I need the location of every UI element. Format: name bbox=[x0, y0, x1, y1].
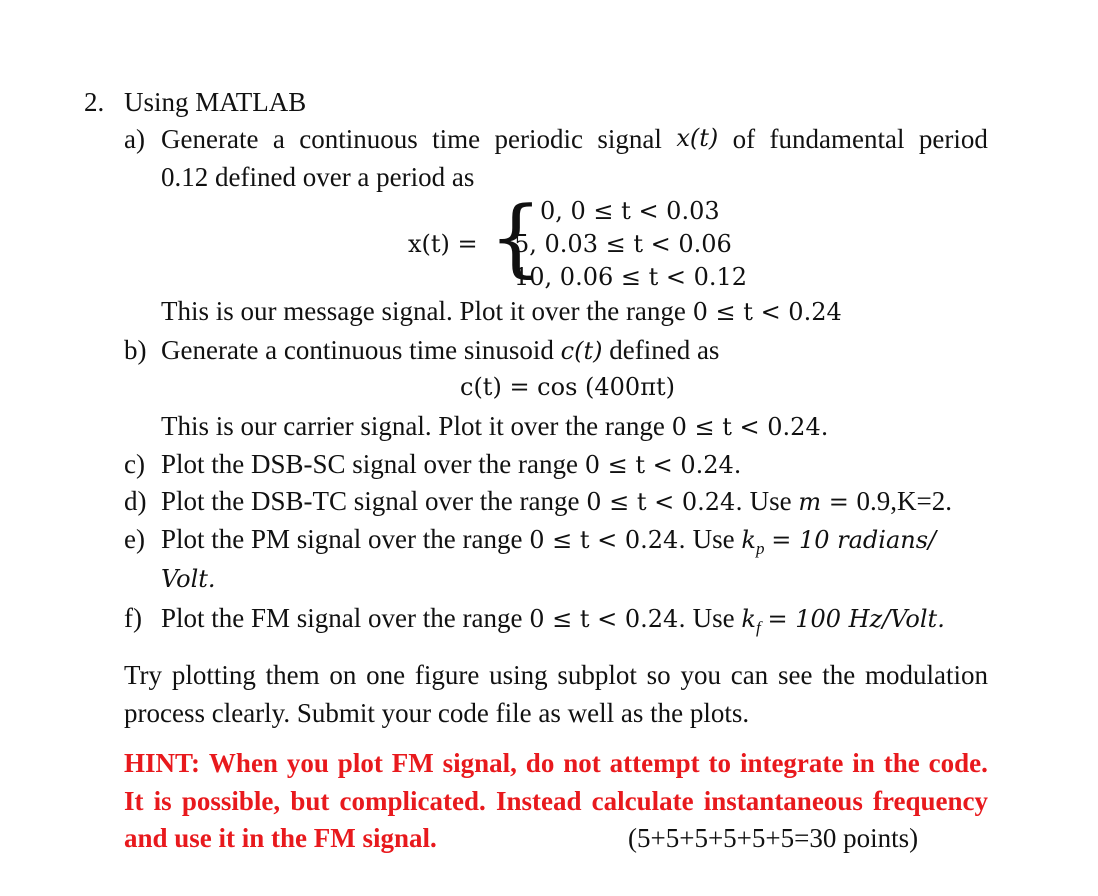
word: attempt bbox=[609, 748, 700, 778]
word: signal, bbox=[442, 748, 517, 778]
k-subscript: f bbox=[755, 618, 761, 637]
plot-text: This is our message signal. Plot it over the range bbox=[161, 296, 693, 326]
word: a bbox=[272, 124, 285, 154]
range: 0 ≤ t < 0.24. bbox=[584, 451, 742, 479]
word: continuous bbox=[299, 124, 418, 154]
piecewise-lhs: x(t) = bbox=[408, 230, 478, 258]
text: Plot the DSB-TC signal over the range bbox=[161, 486, 587, 516]
part-c-label: c) bbox=[124, 449, 145, 479]
word: periodic bbox=[494, 124, 584, 154]
piecewise-brace: { bbox=[489, 188, 543, 286]
word: figure bbox=[414, 660, 480, 690]
range: 0 ≤ t < 0.24. bbox=[529, 605, 686, 633]
note-line-2: process clearly. Submit your code file as well as the plots. bbox=[124, 698, 750, 728]
word: HINT: bbox=[124, 748, 201, 778]
range: 0 ≤ t < 0.24. bbox=[671, 413, 829, 441]
word: When bbox=[208, 748, 278, 778]
word: fundamental bbox=[769, 124, 905, 154]
word: plot bbox=[337, 748, 383, 778]
word: Instead bbox=[495, 786, 582, 816]
part-a-line2: 0.12 defined over a period as bbox=[161, 162, 475, 192]
word: them bbox=[265, 660, 320, 690]
text: Plot the FM signal over the range bbox=[161, 603, 530, 633]
part-e-text bbox=[161, 526, 936, 557]
note-line-1 bbox=[124, 662, 988, 689]
part-b-plot-instruction bbox=[161, 413, 828, 440]
part-e-label: e) bbox=[124, 524, 145, 554]
range: 0 ≤ t < 0.24. bbox=[529, 526, 686, 554]
text: Generate a continuous time sinusoid bbox=[161, 335, 561, 365]
word: on bbox=[329, 660, 357, 690]
word: possible, bbox=[181, 786, 281, 816]
word: signal bbox=[597, 124, 662, 154]
k-symbol: k bbox=[741, 605, 756, 633]
word: so bbox=[646, 660, 671, 690]
part-c-text bbox=[161, 451, 741, 478]
text: defined as bbox=[602, 335, 720, 365]
part-d-label: d) bbox=[124, 486, 147, 516]
range: 0 ≤ t < 0.24. bbox=[586, 488, 743, 516]
carrier-equation: c(t) = cos (400πt) bbox=[460, 373, 675, 401]
word: time bbox=[432, 124, 481, 154]
points-total: (5+5+5+5+5+5=30 points) bbox=[628, 823, 919, 853]
word: plotting bbox=[171, 660, 256, 690]
word: frequency bbox=[873, 786, 988, 816]
question-number: 2. bbox=[84, 87, 105, 117]
word: the bbox=[883, 748, 920, 778]
word: the bbox=[822, 660, 856, 690]
params: 0.9,K=2. bbox=[856, 486, 953, 516]
word: in bbox=[852, 748, 875, 778]
word: integrate bbox=[739, 748, 844, 778]
text: Plot the DSB-SC signal over the range bbox=[161, 449, 585, 479]
text: Plot the PM signal over the range bbox=[161, 524, 530, 554]
kf-value: = 100 Hz/Volt. bbox=[767, 605, 945, 633]
word: calculate bbox=[591, 786, 694, 816]
plot-text: This is our carrier signal. Plot it over the range bbox=[161, 411, 672, 441]
word: period bbox=[918, 124, 988, 154]
word: using bbox=[489, 660, 548, 690]
case-2: 5, 0.03 ≤ t < 0.06 bbox=[514, 230, 732, 258]
hint-line-3: and use it in the FM signal. bbox=[124, 823, 437, 853]
word: you bbox=[680, 660, 721, 690]
k-subscript: p bbox=[755, 539, 765, 558]
word: subplot bbox=[557, 660, 637, 690]
word: Generate bbox=[161, 124, 259, 154]
word: modulation bbox=[864, 660, 988, 690]
range: 0 ≤ t < 0.24 bbox=[692, 298, 842, 326]
word: FM bbox=[391, 748, 434, 778]
part-a-plot-instruction bbox=[161, 298, 842, 325]
case-3: 10, 0.06 ≤ t < 0.12 bbox=[514, 263, 748, 291]
question-title: Using MATLAB bbox=[124, 87, 307, 117]
part-a-line1 bbox=[161, 126, 988, 153]
k-symbol: k bbox=[741, 526, 756, 554]
word: Try bbox=[124, 660, 163, 690]
part-b-label: b) bbox=[124, 335, 147, 365]
word: code. bbox=[928, 748, 988, 778]
part-a-label: a) bbox=[124, 124, 145, 154]
word: to bbox=[708, 748, 732, 778]
word: is bbox=[153, 786, 172, 816]
part-e-unit: Volt. bbox=[161, 565, 216, 593]
part-d-text bbox=[161, 488, 952, 515]
word: see bbox=[777, 660, 813, 690]
m-symbol: m = bbox=[798, 488, 857, 516]
word: not bbox=[563, 748, 601, 778]
word: do bbox=[525, 748, 555, 778]
signal-x-symbol: x(t) bbox=[676, 124, 719, 152]
use: Use bbox=[692, 603, 735, 633]
case-1: 0, 0 ≤ t < 0.03 bbox=[540, 197, 720, 225]
part-f-text bbox=[161, 605, 945, 636]
use: Use bbox=[749, 486, 792, 516]
word: one bbox=[366, 660, 406, 690]
part-f-label: f) bbox=[124, 603, 142, 633]
signal-c-symbol: c(t) bbox=[560, 337, 603, 365]
word: can bbox=[730, 660, 769, 690]
hint-line-1 bbox=[124, 750, 988, 777]
word: complicated. bbox=[339, 786, 486, 816]
word: It bbox=[124, 786, 144, 816]
kp-value: = 10 radians/ bbox=[771, 526, 937, 554]
use: Use bbox=[692, 524, 735, 554]
word: instantaneous bbox=[703, 786, 863, 816]
hint-line-2 bbox=[124, 788, 988, 815]
word: of bbox=[732, 124, 756, 154]
word: but bbox=[290, 786, 330, 816]
part-b-line1 bbox=[161, 337, 719, 364]
word: you bbox=[286, 748, 329, 778]
